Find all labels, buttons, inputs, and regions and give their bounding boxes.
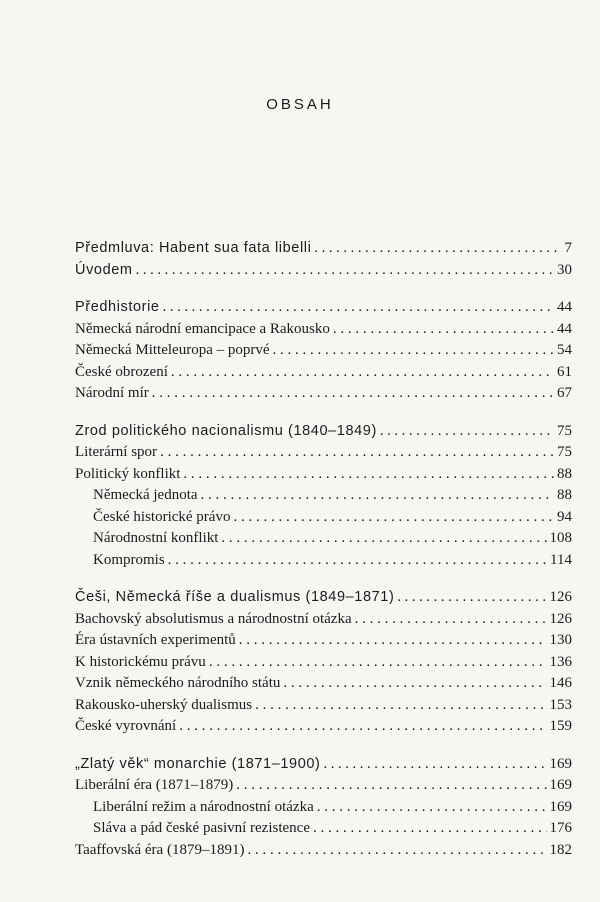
dot-leader xyxy=(209,652,547,674)
toc-entry xyxy=(75,716,572,738)
toc-entry-page: 108 xyxy=(549,530,572,546)
toc-entry-page: 54 xyxy=(557,342,572,358)
toc-entry-title: Éra ústavních experimentů xyxy=(75,632,236,648)
toc-entry-page: 88 xyxy=(557,465,572,482)
toc-entry-title: České vyrovnání xyxy=(75,718,177,734)
toc-entry-page: 182 xyxy=(549,841,572,858)
toc-entry xyxy=(75,528,572,550)
toc-entry-page: 169 xyxy=(549,798,572,815)
toc-entry-page: 44 xyxy=(557,299,572,315)
dot-leader xyxy=(397,587,546,609)
toc-entry-page: 153 xyxy=(549,696,572,713)
toc-entry-title: Předhistorie xyxy=(75,299,160,315)
dot-leader xyxy=(333,319,554,341)
toc-entry-title: Německá národní emancipace a Rakousko xyxy=(75,320,330,337)
dot-leader xyxy=(183,464,554,486)
toc-entry-page: 44 xyxy=(557,320,572,337)
dot-leader xyxy=(160,442,554,464)
toc-entry-page: 94 xyxy=(557,508,572,525)
dot-leader xyxy=(152,383,554,405)
dot-leader xyxy=(355,609,547,631)
toc-entry-page: 75 xyxy=(557,422,572,439)
toc-entry xyxy=(75,442,572,464)
toc-entry-page: 169 xyxy=(549,777,572,793)
toc-entry-title: Taaffovská éra (1879–1891) xyxy=(75,841,245,858)
toc-section xyxy=(75,754,572,862)
toc-entry xyxy=(75,238,572,260)
dot-leader xyxy=(314,238,561,260)
toc-entry-page: 7 xyxy=(564,240,572,256)
dot-leader xyxy=(323,754,546,776)
dot-leader xyxy=(221,528,546,550)
toc-entry xyxy=(75,421,572,443)
toc-entry xyxy=(75,609,572,631)
toc-entry-title: Liberální éra (1871–1879) xyxy=(75,777,234,793)
toc-section xyxy=(75,238,572,281)
dot-leader xyxy=(171,362,554,384)
toc-entry xyxy=(75,383,572,405)
toc-entry-title: K historickému právu xyxy=(75,653,206,670)
toc-entry-title: Zrod politického nacionalismu (1840–1849) xyxy=(75,422,377,439)
toc-entry-title: Politický konflikt xyxy=(75,465,181,482)
dot-leader xyxy=(247,840,546,862)
toc-entry-page: 75 xyxy=(557,444,572,460)
dot-leader xyxy=(236,775,546,797)
toc-entry-page: 176 xyxy=(549,820,572,836)
toc-entry-title: Vznik německého národního státu xyxy=(75,675,281,691)
toc-entry-title: Německá Mitteleuropa – poprvé xyxy=(75,342,270,358)
toc-entry-page: 136 xyxy=(549,653,572,670)
dot-leader xyxy=(136,260,554,282)
toc-entry-page: 126 xyxy=(549,589,572,605)
dot-leader xyxy=(317,797,547,819)
toc-entry-page: 169 xyxy=(549,755,572,772)
toc-entry-title: Předmluva: Habent sua fata libelli xyxy=(75,240,312,256)
toc-entry-title: České historické právo xyxy=(93,508,231,525)
toc-entry xyxy=(75,775,572,797)
toc-entry xyxy=(75,464,572,486)
toc-entry-page: 88 xyxy=(557,487,572,503)
dot-leader xyxy=(313,818,547,840)
dot-leader xyxy=(233,507,554,529)
toc-entry xyxy=(75,297,572,319)
toc-entry xyxy=(75,587,572,609)
dot-leader xyxy=(201,485,554,507)
toc-entry xyxy=(75,319,572,341)
toc-entry xyxy=(75,507,572,529)
toc-entry xyxy=(75,818,572,840)
toc-entry-title: Sláva a pád české pasivní rezistence xyxy=(93,820,310,836)
toc-entry xyxy=(75,630,572,652)
toc-entry-title: „Zlatý věk“ monarchie (1871–1900) xyxy=(75,755,321,772)
dot-leader xyxy=(179,716,546,738)
toc-entry-title: Rakousko-uherský dualismus xyxy=(75,696,253,713)
toc-entry-title: Češi, Německá říše a dualismus (1849–1871) xyxy=(75,589,395,605)
toc-entry xyxy=(75,260,572,282)
toc-entry-title: Úvodem xyxy=(75,261,133,278)
toc-entry xyxy=(75,485,572,507)
toc-entry-title: Liberální režim a národnostní otázka xyxy=(93,798,314,815)
toc-entry-title: Literární spor xyxy=(75,444,158,460)
toc-entry xyxy=(75,652,572,674)
dot-leader xyxy=(273,340,554,362)
toc-entry-page: 61 xyxy=(557,363,572,380)
toc-section xyxy=(75,587,572,738)
toc-entry-page: 130 xyxy=(549,632,572,648)
dot-leader xyxy=(255,695,546,717)
toc-entry-title: Bachovský absolutismus a národnostní otázka xyxy=(75,610,352,627)
toc-entry-page: 159 xyxy=(549,718,572,734)
page-title: OBSAH xyxy=(266,96,334,113)
toc-entry-title: České obrození xyxy=(75,363,168,380)
toc-entry-title: Národnostní konflikt xyxy=(93,530,219,546)
toc-section xyxy=(75,297,572,405)
dot-leader xyxy=(380,421,554,443)
toc-section xyxy=(75,421,572,572)
toc-entry xyxy=(75,550,572,572)
dot-leader xyxy=(163,297,554,319)
toc-entry-title: Kompromis xyxy=(93,551,165,568)
toc-entry xyxy=(75,797,572,819)
dot-leader xyxy=(168,550,547,572)
toc-entry xyxy=(75,673,572,695)
toc-entry-page: 146 xyxy=(549,675,572,691)
toc-entry xyxy=(75,754,572,776)
table-of-contents xyxy=(75,238,572,877)
dot-leader xyxy=(283,673,546,695)
toc-entry xyxy=(75,840,572,862)
toc-entry-title: Národní mír xyxy=(75,385,149,401)
toc-entry-page: 114 xyxy=(550,551,572,568)
toc-entry-title: Německá jednota xyxy=(93,487,198,503)
toc-entry xyxy=(75,340,572,362)
dot-leader xyxy=(239,630,547,652)
toc-entry-page: 67 xyxy=(557,385,572,401)
toc-entry xyxy=(75,695,572,717)
toc-entry-page: 126 xyxy=(549,610,572,627)
toc-entry xyxy=(75,362,572,384)
toc-entry-page: 30 xyxy=(557,261,572,278)
